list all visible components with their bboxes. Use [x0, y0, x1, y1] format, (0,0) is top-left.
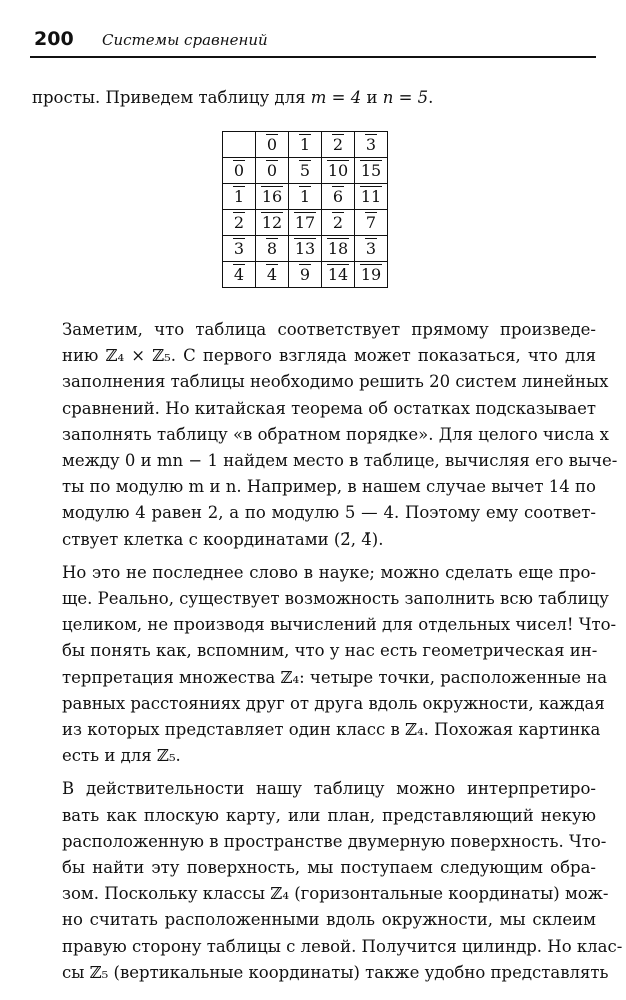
row-header	[223, 210, 256, 236]
text-line: нию ℤ₄ × ℤ₅. С первого взгляда может показаться, что для	[62, 346, 596, 366]
text-line: сы ℤ₅ (вертикальные координаты) также удобно представлять	[62, 962, 609, 982]
residue-value: 6	[332, 187, 344, 206]
text-line: бы найти эту поверхность, мы поступаем следующим обра-	[62, 858, 596, 878]
text-line: но считать расположенными вдоль окружности, мы склеим	[62, 910, 596, 930]
text-line: ще. Реально, существует возможность заполнить всю таблицу	[62, 589, 609, 609]
column-header	[256, 132, 289, 158]
residue-value: 18	[327, 239, 349, 258]
text-line: правую сторону таблицы с левой. Получится цилиндр. Но клас-	[62, 936, 623, 956]
residue-value: 7	[365, 213, 377, 232]
text-line: Заметим, что таблица соответствует прямому произведе-	[62, 320, 596, 339]
column-header	[289, 132, 322, 158]
text-line: целиком, не производя вычислений для отдельных чисел! Что-	[62, 615, 617, 635]
column-header	[322, 132, 355, 158]
text-line: модулю 4 равен 2, а по модулю 5 — 4. Поэтому ему соответ-	[62, 503, 596, 523]
table-cell	[322, 184, 355, 210]
paragraph-1	[32, 317, 618, 553]
table-cell	[322, 210, 355, 236]
table-cell	[355, 184, 388, 210]
table-cell	[322, 236, 355, 262]
table-corner	[223, 132, 256, 158]
text-line: зом. Поскольку классы ℤ₄ (горизонтальные координаты) мож-	[62, 884, 609, 904]
residue-value: 12	[261, 213, 283, 232]
table-row	[223, 262, 388, 288]
residue-value: 0	[266, 135, 278, 154]
residue-value: 2	[332, 213, 344, 232]
text-line: из которых представляет один класс в ℤ₄. Похожая картинка	[62, 720, 601, 740]
text-line: сравнений. Но китайская теорема об остатках подсказывает	[62, 398, 596, 418]
row-header	[223, 184, 256, 210]
paragraph-3	[32, 776, 623, 986]
table-cell	[289, 236, 322, 262]
table-cell	[289, 262, 322, 288]
table-cell	[322, 158, 355, 184]
residue-value: 2	[233, 213, 245, 232]
text-line: заполнения таблицы необходимо решить 20 систем линейных	[62, 372, 609, 392]
column-header	[355, 132, 388, 158]
residue-value: 13	[294, 239, 316, 258]
table-cell	[256, 184, 289, 210]
text-line: есть и для ℤ₅.	[62, 746, 181, 766]
residue-value: 14	[327, 265, 349, 284]
table-row	[223, 158, 388, 184]
body-text	[32, 317, 623, 986]
text-line: ствует клетка с координатами (2̄, 4̄).	[62, 529, 384, 549]
table-cell	[256, 262, 289, 288]
residue-value: 0	[233, 161, 245, 180]
table-cell	[322, 262, 355, 288]
table-cell	[355, 158, 388, 184]
m-expression: m = 4	[310, 88, 362, 107]
residue-value: 1	[233, 187, 245, 206]
residue-value: 0	[266, 161, 278, 180]
text-line: Но это не последнее слово в науке; можно сделать еще про-	[62, 562, 596, 582]
text-line: между 0 и mn − 1 найдем место в таблице, вычисляя его выче-	[62, 451, 618, 471]
lead-end: .	[428, 88, 434, 107]
text-line: ты по модулю m и n. Например, в нашем случае вычет 14 по	[62, 477, 596, 497]
text-line: равных расстояниях друг от друга вдоль окружности, каждая	[62, 693, 605, 713]
residue-value: 11	[360, 187, 382, 206]
table-cell	[256, 236, 289, 262]
page-header	[30, 26, 596, 58]
residue-value: 4	[266, 265, 278, 284]
table-row	[223, 210, 388, 236]
residue-value: 10	[327, 161, 349, 180]
residue-value: 3	[365, 135, 377, 154]
table-cell	[256, 210, 289, 236]
table-cell	[355, 262, 388, 288]
residue-value: 16	[261, 187, 283, 206]
residue-value: 15	[360, 161, 382, 180]
residue-value: 17	[294, 213, 316, 232]
text-line: бы понять как, вспомним, что у нас есть геометрическая ин-	[62, 641, 598, 661]
table-cell	[256, 158, 289, 184]
row-header	[223, 158, 256, 184]
residue-value: 3	[365, 239, 377, 258]
residue-value: 5	[299, 161, 311, 180]
residue-value: 1	[299, 187, 311, 206]
paragraph-2	[32, 560, 617, 770]
residue-value: 8	[266, 239, 278, 258]
table-header-row	[223, 132, 388, 158]
residue-value: 1	[299, 135, 311, 154]
residue-value: 3	[233, 239, 245, 258]
row-header	[223, 262, 256, 288]
table-row	[223, 236, 388, 262]
table-cell	[289, 184, 322, 210]
text-line: В действительности нашу таблицу можно интерпретиро-	[62, 779, 596, 799]
lead-text: просты. Приведем таблицу для	[32, 88, 311, 107]
n-expression: n = 5	[382, 88, 429, 107]
text-line: вать как плоскую карту, или план, представляющий некую	[62, 805, 596, 825]
text-line: терпретация множества ℤ₄: четыре точки, расположенные на	[62, 667, 608, 687]
text-line: заполнять таблицу «в обратном порядке». Для целого числа x	[62, 424, 609, 444]
page-number: 200	[34, 28, 74, 50]
table-cell	[355, 236, 388, 262]
table-row	[223, 184, 388, 210]
residue-value: 19	[360, 265, 382, 284]
table-cell	[289, 210, 322, 236]
lead-conj: и	[361, 88, 383, 107]
lead-sentence	[32, 86, 596, 110]
text-line: расположенную в пространстве двумерную поверхность. Что-	[62, 831, 607, 851]
running-title: Системы сравнений	[102, 31, 268, 49]
residue-value: 4	[233, 265, 245, 284]
table-cell	[289, 158, 322, 184]
row-header	[223, 236, 256, 262]
residue-table	[222, 131, 388, 288]
residue-value: 2	[332, 135, 344, 154]
table-cell	[355, 210, 388, 236]
residue-value: 9	[299, 265, 311, 284]
